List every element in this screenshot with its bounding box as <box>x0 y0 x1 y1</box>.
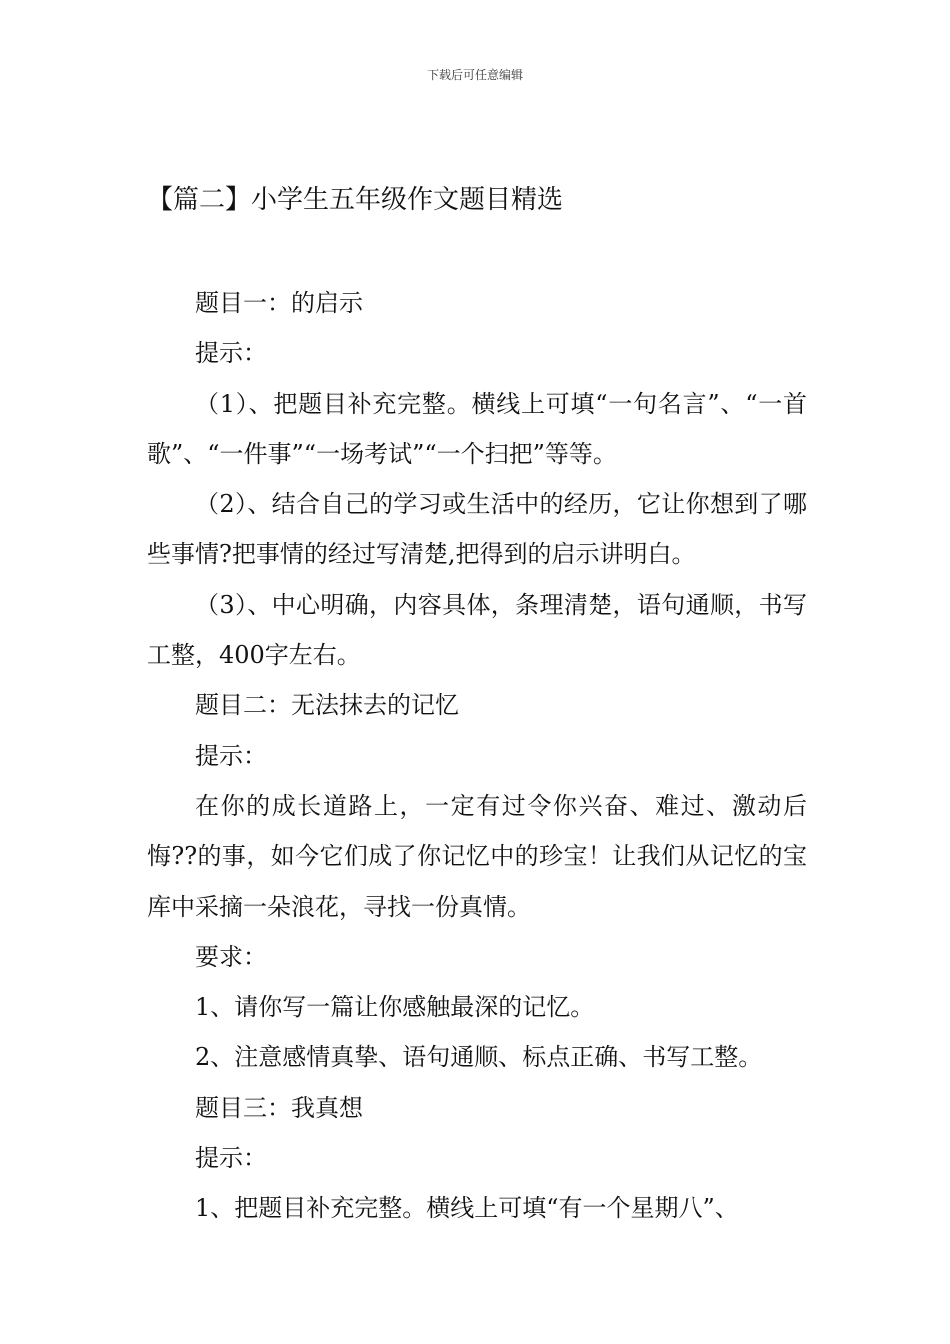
topic-2-hint-label: 提示： <box>195 741 267 770</box>
topic-2-hint-text: 在你的成长道路上，一定有过令你兴奋、难过、激动后悔??的事，如今它们成了你记忆中的珍宝！让我们从记忆的宝库中采摘一朵浪花，寻找一份真情。 <box>147 791 807 921</box>
topic-2-heading: 题目二：无法抹去的记忆 <box>195 691 459 720</box>
topic-1-hint-item-3: （3）、中心明确，内容具体，条理清楚，语句通顺，书写工整，400字左右。 <box>147 590 807 670</box>
page-header-note: 下载后可任意编辑 <box>426 68 523 82</box>
topic-3-hint-label: 提示： <box>195 1144 267 1173</box>
topic-2-requirement-1: 1、请你写一篇让你感触最深的记忆。 <box>195 993 595 1022</box>
topic-1-hint-item-1: （1）、把题目补充完整。横线上可填“一句名言”、“一首歌”、“一件事”“一场考试”“一个扫把”等等。 <box>147 389 807 468</box>
topic-3-heading: 题目三：我真想 <box>195 1093 363 1122</box>
document-title: 【篇二】小学生五年级作文题目精选 <box>147 185 564 215</box>
topic-1-heading: 题目一：的启示 <box>195 289 363 317</box>
topic-2-requirement-2: 2、注意感情真挚、语句通顺、标点正确、书写工整。 <box>195 1043 763 1072</box>
topic-1-hint-item-2: （2）、结合自己的学习或生活中的经历，它让你想到了哪些事情?把事情的经过写清楚,把得到的启示讲明白。 <box>147 490 807 569</box>
topic-1-hint-label: 提示： <box>195 339 267 368</box>
topic-2-requirements-label: 要求： <box>195 942 267 971</box>
document-body <box>147 278 807 1234</box>
topic-3-hint-item-1: 1、把题目补充完整。横线上可填“有一个星期八”、 <box>195 1194 739 1223</box>
